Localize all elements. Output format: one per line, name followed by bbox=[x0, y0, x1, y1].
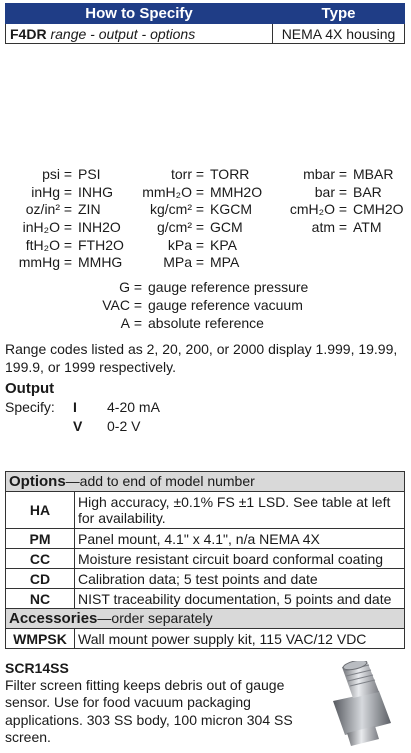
equals-sign: = bbox=[130, 279, 146, 295]
accessories-heading: Accessories bbox=[9, 610, 98, 627]
unit-name: inHg bbox=[31, 183, 60, 200]
option-desc: Panel mount, 4.1" x 4.1", n/a NEMA 4X bbox=[75, 529, 405, 549]
equals-sign: = bbox=[192, 236, 208, 253]
unit-code: ZIN bbox=[78, 201, 101, 218]
reference-code: A bbox=[120, 315, 130, 331]
unit-codes-grid bbox=[0, 166, 411, 272]
scr-description: Filter screen fitting keeps debris out of gauge sensor. Use for food vacuum packaging applications. 303 SS body, 100 micron 304 SS screen. bbox=[5, 677, 293, 745]
filter-fitting-photo bbox=[309, 661, 406, 747]
unit-row bbox=[0, 237, 411, 255]
accessory-desc: Wall mount power supply kit, 115 VAC/12 VDC bbox=[75, 629, 405, 649]
unit-name: mmH₂O bbox=[142, 183, 192, 200]
equals-sign: = bbox=[130, 297, 146, 313]
reference-code: VAC bbox=[102, 297, 130, 313]
equals-sign: = bbox=[192, 166, 208, 182]
unit-name: mbar bbox=[303, 166, 335, 182]
options-section-header bbox=[6, 472, 405, 492]
unit-code: INH2O bbox=[78, 219, 121, 236]
options-heading: Options bbox=[9, 473, 66, 490]
option-code: CC bbox=[6, 549, 75, 569]
unit-row bbox=[0, 254, 411, 272]
option-row bbox=[6, 589, 405, 609]
unit-name: MPa bbox=[163, 254, 192, 271]
option-desc: Moisture resistant circuit board conformal coating bbox=[75, 549, 405, 569]
equals-sign: = bbox=[192, 201, 208, 218]
how-to-specify-table bbox=[5, 3, 405, 44]
equals-sign: = bbox=[192, 183, 208, 200]
specify-label: Specify: bbox=[5, 399, 55, 415]
unit-code: FTH2O bbox=[78, 236, 124, 253]
equals-sign: = bbox=[335, 183, 351, 200]
option-row bbox=[6, 569, 405, 589]
unit-code: KPA bbox=[210, 236, 237, 253]
equals-sign: = bbox=[60, 183, 76, 200]
equals-sign: = bbox=[60, 219, 76, 236]
equals-sign: = bbox=[335, 219, 351, 236]
unit-name: g/cm² bbox=[157, 219, 192, 236]
equals-sign: = bbox=[335, 201, 351, 218]
accessory-code: WMPSK bbox=[6, 629, 75, 649]
unit-code: KGCM bbox=[210, 201, 252, 218]
option-row bbox=[6, 529, 405, 549]
unit-row bbox=[0, 184, 411, 202]
equals-sign: = bbox=[60, 236, 76, 253]
unit-row bbox=[0, 201, 411, 219]
filter-fitting-icon bbox=[309, 661, 406, 747]
unit-name: oz/in² bbox=[25, 201, 60, 218]
option-code: NC bbox=[6, 589, 75, 609]
equals-sign: = bbox=[192, 219, 208, 236]
spec-header-right: Type bbox=[273, 4, 405, 24]
unit-name: kg/cm² bbox=[150, 201, 192, 218]
reference-desc: gauge reference vacuum bbox=[148, 297, 303, 313]
option-code: CD bbox=[6, 569, 75, 589]
unit-code: CMH2O bbox=[353, 201, 404, 218]
unit-row bbox=[0, 166, 411, 184]
option-row bbox=[6, 492, 405, 529]
equals-sign: = bbox=[130, 315, 146, 331]
option-code: HA bbox=[6, 492, 75, 529]
reference-desc: absolute reference bbox=[148, 315, 264, 331]
output-desc: 0-2 V bbox=[107, 418, 141, 434]
output-code: I bbox=[73, 399, 77, 415]
options-heading-suffix: —add to end of model number bbox=[65, 473, 255, 489]
equals-sign: = bbox=[60, 201, 76, 218]
unit-code: MMHG bbox=[78, 254, 123, 271]
option-desc: NIST traceability documentation, 5 points and date bbox=[75, 589, 405, 609]
unit-name: bar bbox=[314, 183, 335, 200]
range-note: Range codes listed as 2, 20, 200, or 2000 display 1.999, 19.99, 199.9, or 1999 respectively. bbox=[5, 341, 398, 375]
options-table bbox=[5, 471, 405, 649]
unit-code: INHG bbox=[78, 183, 113, 200]
unit-code: PSI bbox=[78, 166, 101, 182]
equals-sign: = bbox=[60, 166, 76, 182]
accessories-heading-suffix: —order separately bbox=[97, 610, 213, 626]
model-format: range - output - options bbox=[50, 25, 196, 42]
unit-code: ATM bbox=[353, 219, 382, 236]
unit-code: MPA bbox=[210, 254, 240, 271]
unit-code: GCM bbox=[210, 219, 243, 236]
unit-code: BAR bbox=[353, 183, 382, 200]
unit-name: torr bbox=[171, 166, 192, 182]
unit-name: cmH₂O bbox=[289, 201, 335, 218]
model-format-cell bbox=[6, 24, 273, 44]
output-code: V bbox=[73, 418, 83, 434]
output-option-row bbox=[5, 399, 160, 415]
unit-name: inH₂O bbox=[22, 219, 60, 236]
option-desc: Calibration data; 5 test points and date bbox=[75, 569, 405, 589]
unit-name: mmHg bbox=[18, 254, 60, 271]
unit-name: atm bbox=[311, 219, 335, 236]
unit-code: MBAR bbox=[353, 166, 394, 182]
model-code: F4DR bbox=[10, 25, 47, 42]
equals-sign: = bbox=[192, 254, 208, 271]
equals-sign: = bbox=[60, 254, 76, 271]
equals-sign: = bbox=[335, 166, 351, 182]
output-desc: 4-20 mA bbox=[107, 399, 160, 415]
unit-code: TORR bbox=[210, 166, 250, 182]
output-heading: Output bbox=[5, 380, 55, 397]
unit-row bbox=[0, 219, 411, 237]
type-value: NEMA 4X housing bbox=[273, 24, 405, 44]
accessory-row bbox=[6, 629, 405, 649]
option-desc: High accuracy, ±0.1% FS ±1 LSD. See table at left for availability. bbox=[75, 492, 405, 529]
scr-title: SCR14SS bbox=[5, 660, 69, 676]
option-row bbox=[6, 549, 405, 569]
reference-desc: gauge reference pressure bbox=[148, 279, 309, 295]
accessories-section-header bbox=[6, 609, 405, 629]
unit-name: kPa bbox=[167, 236, 192, 253]
spec-header-left: How to Specify bbox=[6, 4, 273, 24]
unit-name: psi bbox=[42, 166, 60, 182]
option-code: PM bbox=[6, 529, 75, 549]
reference-code: G bbox=[119, 279, 130, 295]
unit-code: MMH2O bbox=[210, 183, 263, 200]
unit-name: ftH₂O bbox=[25, 236, 60, 253]
output-option-row bbox=[5, 418, 140, 434]
